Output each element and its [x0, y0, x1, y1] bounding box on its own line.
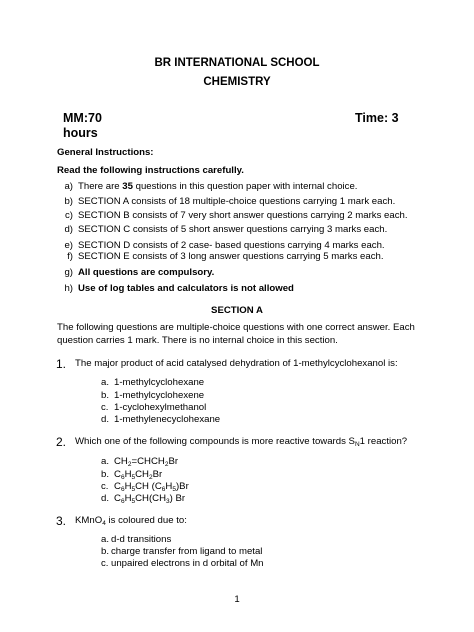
instruction-text-post: questions in this question paper with internal choice.	[132, 181, 358, 192]
question-text	[75, 515, 187, 526]
instruction-text-pre: There are	[78, 181, 123, 192]
option-key: c.	[101, 402, 109, 413]
question-number: 1.	[56, 357, 67, 371]
instruction-text: SECTION E consists of 3 long answer questions carrying 5 marks each.	[78, 251, 384, 262]
section-a-intro-line1: The following questions are multiple-choice questions with one correct answer. Each	[57, 322, 415, 333]
option-text: 1-methylcyclohexane	[114, 377, 205, 388]
option-text: unpaired electrons in d orbital of Mn	[111, 558, 264, 569]
instruction-item	[58, 196, 395, 207]
instruction-item	[58, 224, 387, 235]
question-number: 2.	[56, 435, 67, 449]
instruction-item	[58, 181, 357, 192]
option-text: 1-cyclohexylmethanol	[114, 402, 207, 413]
option-item	[101, 546, 262, 557]
time-label: Time: 3	[355, 111, 399, 125]
question-text: The major product of acid catalysed dehydration of 1-methylcyclohexanol is:	[75, 358, 398, 369]
option-key: a.	[101, 456, 110, 467]
instruction-text: Use of log tables and calculators is not allowed	[78, 283, 294, 294]
option-item	[101, 390, 204, 401]
option-key: a.	[101, 377, 110, 388]
option-key: b.	[101, 390, 110, 401]
option-formula: $C_6H_5CH(CH_3)$ Br	[114, 493, 186, 505]
option-formula: $C_6H_5CH_2Br$	[114, 469, 163, 481]
question-text-sub: N	[354, 441, 360, 448]
instruction-key: e)	[64, 240, 73, 251]
subject-title: CHEMISTRY	[203, 76, 271, 88]
instruction-key: a)	[64, 181, 73, 192]
instruction-key: d)	[64, 224, 73, 235]
instruction-key: f)	[67, 251, 73, 262]
instruction-item	[58, 210, 408, 221]
option-item	[101, 558, 264, 569]
option-text: d-d transitions	[111, 534, 172, 545]
question-text-sub: 4	[102, 520, 106, 527]
option-item	[101, 469, 162, 480]
option-text: 1-methylenecyclohexane	[114, 414, 221, 425]
instruction-text: SECTION B consists of 7 very short answer questions carrying 2 marks each.	[78, 210, 408, 221]
option-key: c.	[101, 558, 109, 569]
section-a-title: SECTION A	[211, 305, 263, 316]
option-key: b.	[101, 546, 110, 557]
question-text	[75, 436, 407, 447]
instructions-subheading: Read the following instructions carefully.	[57, 165, 244, 176]
instruction-text: SECTION A consists of 18 multiple-choice questions carrying 1 mark each.	[78, 196, 396, 207]
option-key: d.	[101, 493, 110, 504]
instruction-text: SECTION C consists of 5 short answer questions carrying 3 marks each.	[78, 224, 388, 235]
question-text-pre: KMnO	[75, 515, 103, 526]
instruction-text: SECTION D consists of 2 case- based questions carrying 4 marks each.	[78, 240, 385, 251]
instructions-heading: General Instructions:	[57, 147, 154, 158]
option-key: d.	[101, 414, 110, 425]
max-marks: MM:70	[63, 111, 102, 125]
option-item	[101, 481, 189, 492]
option-item	[101, 534, 171, 545]
option-item	[101, 456, 178, 467]
option-formula: $CH_2=CHCH_2Br$	[114, 456, 179, 468]
option-formula: $C_6H_5CH$ $(C_6H_5)Br$	[114, 481, 189, 493]
option-key: c.	[101, 481, 109, 492]
school-name: BR INTERNATIONAL SCHOOL	[154, 57, 320, 69]
instruction-text: All questions are compulsory.	[78, 267, 215, 278]
option-item	[101, 414, 220, 425]
instruction-key: g)	[64, 267, 73, 278]
question-text-post: is coloured due to:	[105, 515, 187, 526]
instruction-key: h)	[64, 283, 73, 294]
instruction-key: c)	[65, 210, 73, 221]
option-item	[101, 402, 206, 413]
page-number: 1	[234, 594, 240, 605]
instruction-item	[58, 240, 385, 251]
instruction-item	[58, 251, 384, 262]
option-item	[101, 377, 204, 388]
option-item	[101, 493, 185, 504]
instruction-item	[58, 267, 214, 278]
section-a-intro-line2: question carries 1 mark. There is no internal choice in this section.	[57, 335, 338, 346]
option-text: charge transfer from ligand to metal	[111, 546, 263, 557]
instruction-key: b)	[64, 196, 73, 207]
time-unit: hours	[63, 126, 98, 140]
question-text-pre: Which one of the following compounds is more reactive towards S	[75, 436, 355, 447]
question-text-post: 1 reaction?	[359, 436, 408, 447]
option-key: b.	[101, 469, 110, 480]
instruction-item	[58, 283, 294, 294]
question-count: 35	[122, 181, 133, 192]
option-key: a.	[101, 534, 110, 545]
option-text: 1-methylcyclohexene	[114, 390, 205, 401]
question-number: 3.	[56, 514, 67, 528]
